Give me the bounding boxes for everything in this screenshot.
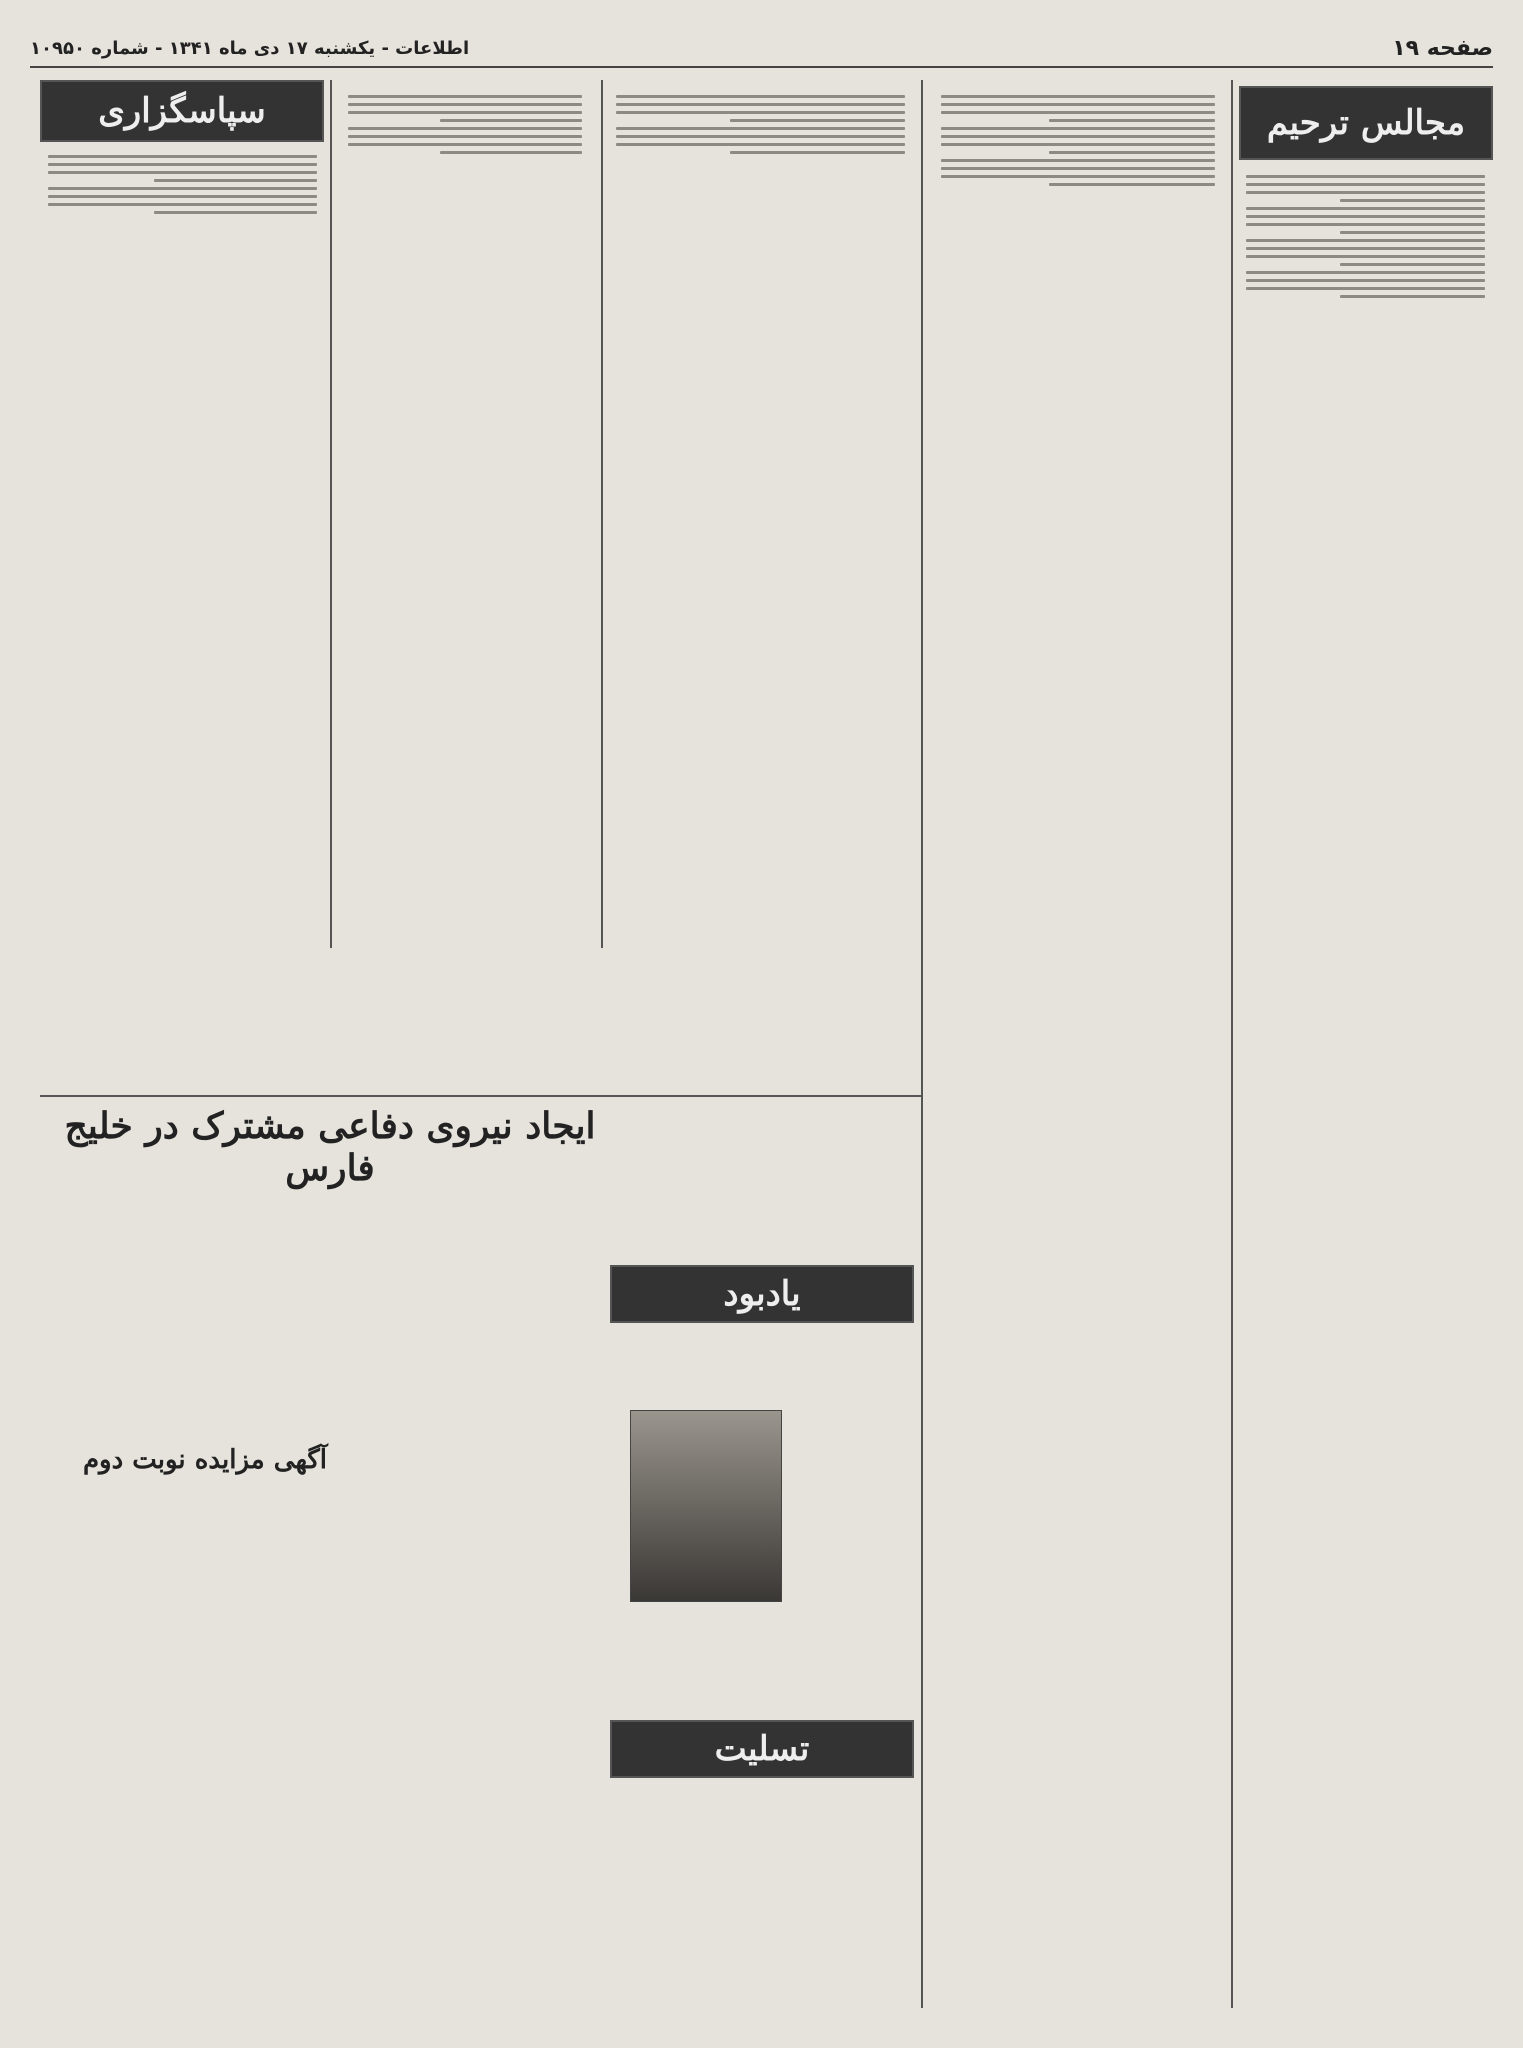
auction-title: آگهی مزایده نوبت دوم <box>82 1445 328 1475</box>
left-column-text <box>40 150 325 1090</box>
third-column-text <box>608 90 913 1090</box>
thanks-title: سپاسگزاری <box>40 80 324 142</box>
fourth-column-text <box>340 90 590 1090</box>
memorial-title: یادبود <box>610 1265 914 1323</box>
condolence-title: مجالس ترحیم <box>1239 86 1493 160</box>
masthead <box>30 30 1493 68</box>
page-label: صفحه ۱۹ <box>1392 35 1493 61</box>
memorial-photo <box>630 1410 782 1602</box>
defense-headline: ایجاد نیروی دفاعی مشترک در خلیج فارس <box>64 1105 596 1189</box>
right-column-text <box>1238 170 1493 2000</box>
second-column-text <box>933 90 1223 1990</box>
paper-info: اطلاعات - یکشنبه ۱۷ دی ماه ۱۳۴۱ - شماره ۱۰۹۵۰ <box>30 37 470 59</box>
sympathy-title: تسلیت <box>610 1720 914 1778</box>
